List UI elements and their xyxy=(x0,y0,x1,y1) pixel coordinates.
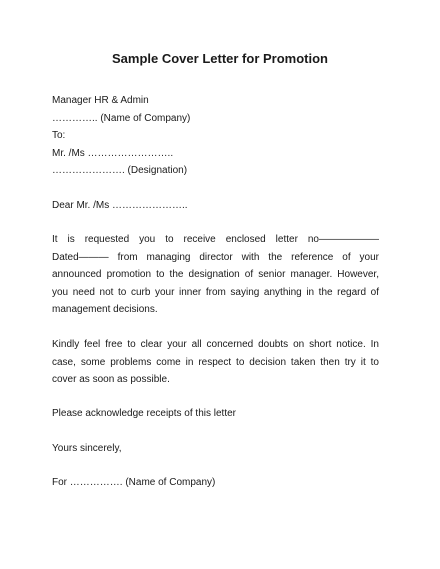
salutation-text: Dear Mr. /Ms ………………….. xyxy=(52,200,188,211)
paragraph-line: you need not to curb your inner from saying anything in the regard of xyxy=(52,286,379,298)
letter-title: Sample Cover Letter for Promotion xyxy=(112,51,328,66)
closing xyxy=(52,440,379,458)
signature xyxy=(52,474,379,492)
paragraph-line: announced promotion to the designation of senior manager. However, xyxy=(52,269,379,280)
paragraph-line: Kindly feel free to clear your all concerned doubts on short notice. In xyxy=(52,339,379,350)
paragraph-line: management decisions. xyxy=(52,304,158,315)
paragraph-3 xyxy=(52,405,379,423)
salutation xyxy=(52,197,379,215)
to-line: To: xyxy=(52,130,66,141)
acknowledge-text: Please acknowledge receipts of this letter xyxy=(52,408,236,419)
paragraph-line: case, some problems come in respect to decision taken then try it to xyxy=(52,356,379,368)
recipient-line: Mr. /Ms …………………….. xyxy=(52,147,174,159)
sender-line: Manager HR & Admin xyxy=(52,95,149,106)
paragraph-line: It is requested you to receive enclosed letter no—————— xyxy=(52,234,379,245)
paragraph-1 xyxy=(52,231,379,319)
paragraph-line: Dated——— from managing director with the reference of your xyxy=(52,251,379,263)
designation-line: …………………. (Designation) xyxy=(52,165,188,176)
paragraph-line: cover as soon as possible. xyxy=(52,374,170,385)
signature-text: For ……………. (Name of Company) xyxy=(52,477,216,488)
address-block xyxy=(52,92,379,180)
closing-text: Yours sincerely, xyxy=(52,443,122,454)
company-line: ………….. (Name of Company) xyxy=(52,112,191,124)
paragraph-2 xyxy=(52,336,379,389)
